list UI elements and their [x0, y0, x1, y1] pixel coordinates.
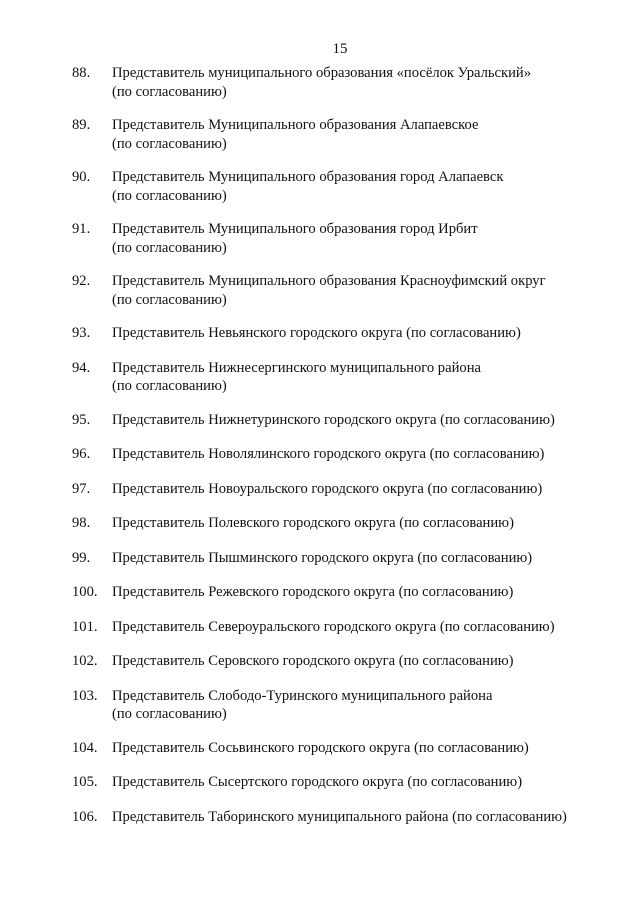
item-number: 92.	[72, 273, 91, 289]
item-text: Представитель Сысертского городского округа (по согласованию)	[112, 774, 523, 790]
item-text: Представитель Таборинского муниципального района (по согласованию)	[112, 808, 567, 825]
list-item	[0, 739, 640, 758]
item-text: Представитель Новолялинского городского округа (по согласованию)	[112, 446, 545, 462]
item-number: 99.	[72, 549, 91, 566]
item-text	[112, 272, 612, 309]
item-text	[112, 64, 612, 101]
list-item	[0, 168, 640, 205]
item-text: Представитель Североуральского городского округа (по согласованию)	[112, 618, 555, 635]
item-text: Представитель Новоуральского городского округа (по согласованию)	[112, 480, 543, 497]
item-text: Представитель Полевского городского округа (по согласованию)	[112, 515, 514, 531]
item-text	[112, 359, 612, 396]
item-text	[112, 220, 612, 257]
item-number: 103.	[72, 687, 98, 704]
item-line: Представитель Нижнесергинского муниципального района	[112, 359, 481, 376]
item-number: 96.	[72, 446, 91, 462]
list-item	[0, 773, 640, 792]
item-number: 94.	[72, 359, 91, 376]
representatives-list	[0, 64, 640, 826]
item-text: Представитель Сосьвинского городского округа (по согласованию)	[112, 739, 529, 756]
list-item	[0, 411, 640, 430]
item-line: (по согласованию)	[112, 378, 227, 394]
item-number: 90.	[72, 169, 91, 185]
list-item	[0, 359, 640, 396]
list-item	[0, 116, 640, 153]
list-item	[0, 220, 640, 257]
item-number: 89.	[72, 117, 91, 133]
item-text: Представитель Пышминского городского округа (по согласованию)	[112, 549, 533, 566]
list-item	[0, 480, 640, 499]
item-number: 98.	[72, 515, 91, 531]
item-text: Представитель Невьянского городского округа (по согласованию)	[112, 325, 521, 341]
item-number: 93.	[72, 325, 91, 341]
item-number: 91.	[72, 221, 91, 237]
item-line: (по согласованию)	[112, 187, 227, 204]
page-number: 15	[332, 41, 348, 57]
list-item	[0, 583, 640, 602]
item-text: Представитель Серовского городского округа (по согласованию)	[112, 653, 514, 669]
item-text: Представитель Нижнетуринского городского округа (по согласованию)	[112, 411, 555, 428]
item-number: 88.	[72, 65, 91, 81]
item-line: Представитель Муниципального образования город Ирбит	[112, 221, 478, 237]
item-text	[112, 116, 612, 153]
list-item	[0, 514, 640, 533]
item-line: (по согласованию)	[112, 706, 227, 722]
item-line: Представитель Муниципального образования Алапаевское	[112, 117, 479, 133]
item-number: 101.	[72, 618, 98, 635]
item-number: 104.	[72, 739, 98, 756]
item-number: 100.	[72, 584, 98, 600]
item-number: 97.	[72, 480, 91, 497]
item-number: 105.	[72, 774, 98, 790]
list-item	[0, 687, 640, 724]
item-line: (по согласованию)	[112, 135, 227, 152]
item-line: (по согласованию)	[112, 83, 227, 100]
list-item	[0, 808, 640, 827]
list-item	[0, 272, 640, 309]
item-number: 106.	[72, 808, 98, 825]
item-text: Представитель Режевского городского округа (по согласованию)	[112, 584, 514, 600]
list-item	[0, 445, 640, 464]
item-line: (по согласованию)	[112, 291, 227, 308]
list-item	[0, 64, 640, 101]
list-item	[0, 549, 640, 568]
item-number: 95.	[72, 411, 91, 428]
item-line: Представитель муниципального образования «посёлок Уральский»	[112, 65, 532, 81]
item-line: Представитель Муниципального образования город Алапаевск	[112, 169, 504, 185]
item-text	[112, 687, 612, 724]
list-item	[0, 652, 640, 671]
item-number: 102.	[72, 653, 98, 669]
item-line: Представитель Муниципального образования Красноуфимский округ	[112, 273, 546, 289]
item-text	[112, 168, 612, 205]
item-line: Представитель Слободо-Туринского муниципального района	[112, 687, 493, 704]
item-line: (по согласованию)	[112, 239, 227, 256]
list-item	[0, 618, 640, 637]
list-item	[0, 324, 640, 343]
